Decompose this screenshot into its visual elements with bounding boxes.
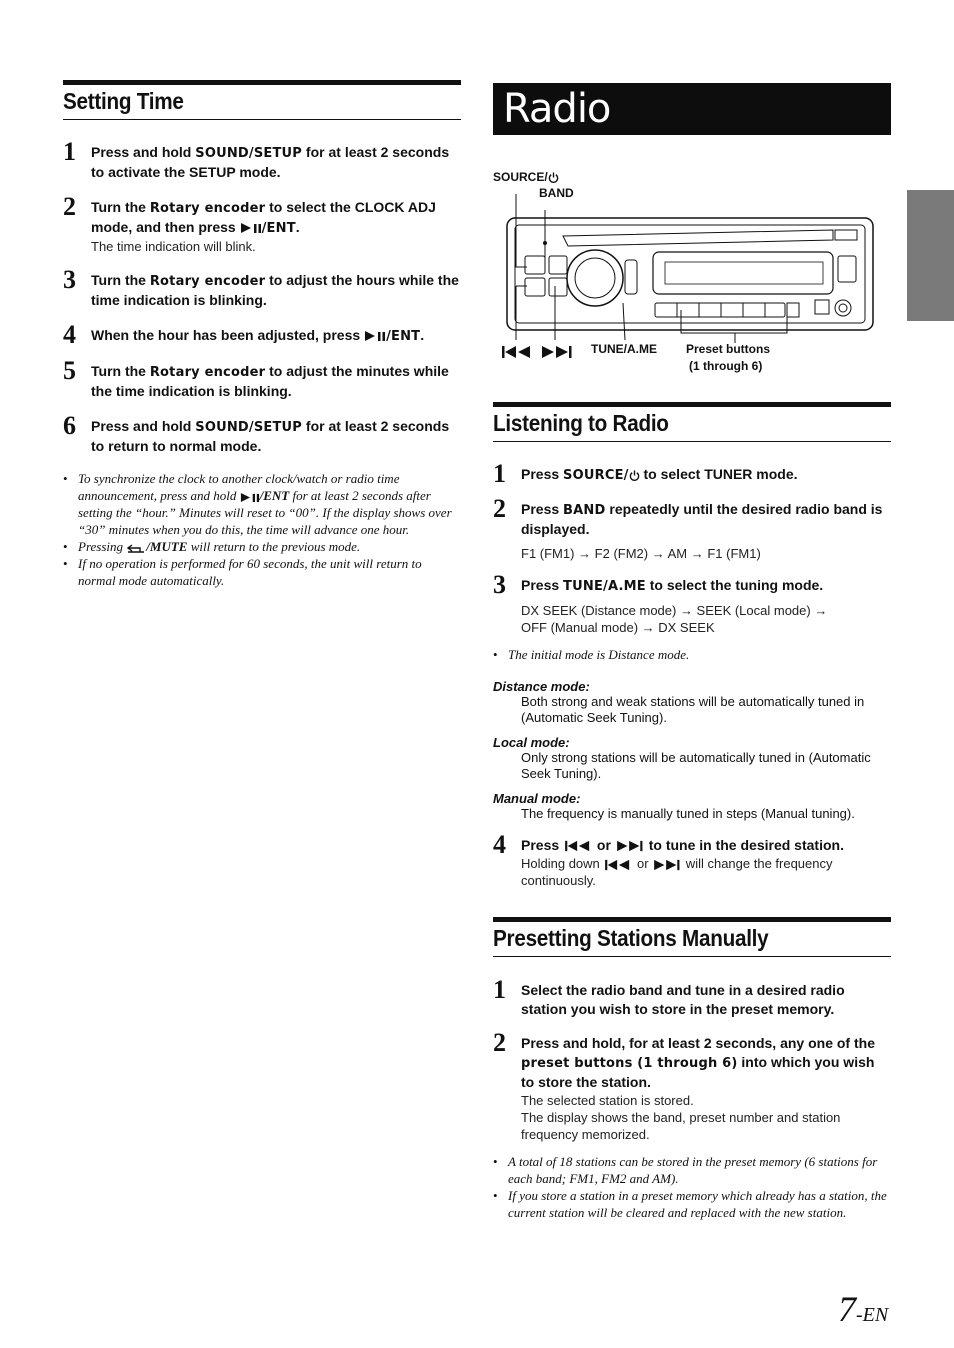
step-number: 4 [493,830,506,859]
note-text: To synchronize the clock to another clock/watch or radio time announcement, press and hold [78,471,400,503]
keyword-rotary-encoder: Rotary encoder [149,201,266,216]
page-number-suffix: -EN [856,1304,889,1326]
step-text: Turn the [91,272,150,288]
presetting-note-2: • If you store a station in a preset memory which already has a station, the current station will be cleared and replaced with the new station. [493,1187,891,1221]
section-side-tab [907,190,954,321]
keyword-sound-setup: SOUND/SETUP [195,420,303,435]
mode-description: Both strong and weak stations will be automatically tuned in (Automatic Seek Tuning). [521,694,865,725]
keyword-source: SOURCE/ [563,468,629,483]
step-text: Press [521,466,564,482]
step-text: Turn the [91,363,150,379]
mode-cycle-line-2: OFF (Manual mode) → DX SEEK [521,620,715,635]
setting-step-4 [63,320,461,349]
power-icon [629,470,640,481]
mode-heading: Distance mode: [493,679,590,694]
listening-step-2 [493,494,891,562]
step-number: 5 [63,356,76,385]
tune-ame-label: TUNE/A.ME [591,342,657,356]
step-number: 6 [63,411,76,440]
step-text: Press and hold, for at least 2 seconds, any one of the [521,1035,875,1051]
step-text: to select the tuning mode. [645,577,824,593]
setting-step-3 [63,265,461,310]
step-number: 1 [493,459,506,488]
keyword-sound-setup: SOUND/SETUP [195,146,303,161]
band-cycle: F1 (FM1) → F2 (FM2) → AM → F1 (FM1) [521,546,761,561]
mode-local [493,735,891,782]
step-text: repeatedly until the desired radio band is displayed. [521,501,883,537]
page-number-digit: 7 [838,1289,856,1329]
note-text: for at least 2 seconds after setting the “hour.” Minutes will reset to “00”. If the display shows over “30” minutes when you do this, the time will advance one hour. [78,488,452,537]
keyword-band: BAND [563,503,606,518]
setting-note-3 [63,555,461,589]
keyword-mute: /MUTE [146,539,188,554]
step-text: to tune in the desired station. [644,837,844,853]
listening-step-4 [493,830,891,889]
step-text: Press and hold [91,418,196,434]
listening-step-1 [493,459,891,488]
step-text: Press [521,501,564,517]
step-text: Select the radio band and tune in a desired radio station you wish to store in the preset memory. [521,982,845,1017]
setting-step-5 [63,356,461,401]
step-text: to select the CLOCK ADJ mode, and then press [91,199,436,235]
step-number: 1 [63,137,76,166]
setting-note-1 [63,470,461,538]
step-text: When the hour has been adjusted, press [91,327,365,343]
mode-heading: Manual mode: [493,791,581,806]
previous-track-icon [603,859,633,871]
setting-time-section [63,80,461,589]
step-text: into which you wish to store the station. [521,1054,875,1090]
listening-section [493,402,891,889]
radio-title-bar [493,83,891,135]
preset-buttons-label: Preset buttons [686,342,771,356]
presetting-note-1: • A total of 18 stations can be stored in the preset memory (6 stations for each band; FM1, FM2 and AM). [493,1153,891,1187]
step-text: to adjust the hours while the time indication is blinking. [91,272,459,308]
preset-range-label: (1 through 6) [689,359,763,373]
setting-step-2 [63,192,461,255]
listening-heading [493,402,891,442]
note-text: will return to the previous mode. [187,539,361,554]
mode-cycle-line-1: DX SEEK (Distance mode) → SEEK (Local mode) → [521,603,828,618]
play-pause-icon [240,492,260,503]
presetting-step-2 [493,1028,891,1143]
keyword-ent: /ENT [261,221,296,236]
next-track-icon [652,859,682,871]
step-number: 1 [493,975,506,1004]
play-pause-icon [364,330,386,342]
step-number: 4 [63,320,76,349]
band-label: BAND [539,186,574,200]
step-number: 3 [63,265,76,294]
listening-title: Listening to Radio [493,410,669,436]
step-text: . [420,327,425,343]
subtext: Holding down [521,856,604,871]
setting-time-heading [63,80,461,120]
play-pause-icon [240,222,262,234]
subtext: will change the frequency continuously. [521,856,833,888]
previous-track-icon [501,345,533,359]
keyword-tune-ame: TUNE/A.ME [563,579,646,594]
keyword-ent: /ENT [259,488,290,503]
step-text: to adjust the minutes while the time indication is blinking. [91,363,449,399]
step-text: for at least 2 seconds to return to normal mode. [91,418,450,454]
mode-heading: Local mode: [493,735,570,750]
step-number: 2 [493,494,506,523]
step-number: 2 [493,1028,506,1057]
mode-description: Only strong stations will be automatically tuned in (Automatic Seek Tuning). [521,750,871,781]
setting-step-6 [63,411,461,456]
next-track-icon [541,345,573,359]
mode-manual [493,791,891,822]
head-unit-diagram [493,168,891,378]
keyword-rotary-encoder: Rotary encoder [149,274,266,289]
setting-time-title: Setting Time [63,88,184,114]
radio-title: Radio [493,83,891,135]
step-subtext: The display shows the band, preset number and station frequency memorized. [521,1110,841,1142]
setting-note-2 [63,538,461,555]
next-track-icon [615,840,645,852]
step-text: Turn the [91,199,150,215]
subtext: or [633,856,653,871]
setting-step-1 [63,137,461,182]
note-text: Pressing [78,539,127,554]
step-text: Press [521,837,564,853]
step-text: to select TUNER mode. [639,466,798,482]
listening-step-3 [493,570,891,636]
presetting-heading [493,917,891,957]
presetting-step-1 [493,975,891,1019]
keyword-preset-buttons: preset buttons (1 through 6) [521,1056,738,1071]
step-subtext [521,855,891,889]
return-icon [126,542,146,554]
mode-distance [493,679,891,726]
step-subtext: The time indication will blink. [91,239,256,254]
mode-description: The frequency is manually tuned in steps (Manual tuning). [521,806,855,821]
presetting-title: Presetting Stations Manually [493,925,769,951]
step-number: 3 [493,570,506,599]
step-number: 2 [63,192,76,221]
step-text: Press [521,577,564,593]
note-text: If no operation is performed for 60 seconds, the unit will return to normal mode automatically. [78,556,422,588]
step-subtext: The selected station is stored. [521,1093,694,1108]
page-number [838,1288,888,1330]
presetting-section [493,917,891,1221]
previous-track-icon [563,840,593,852]
source-label-text: SOURCE/ [493,170,548,184]
step-text: or [593,837,615,853]
step-text: . [295,219,300,235]
listening-note: • The initial mode is Distance mode. [493,646,891,663]
keyword-rotary-encoder: Rotary encoder [149,365,266,380]
keyword-ent: /ENT [386,329,421,344]
step-text: for at least 2 seconds to activate the SETUP mode. [91,144,450,180]
step-text: Press and hold [91,144,196,160]
